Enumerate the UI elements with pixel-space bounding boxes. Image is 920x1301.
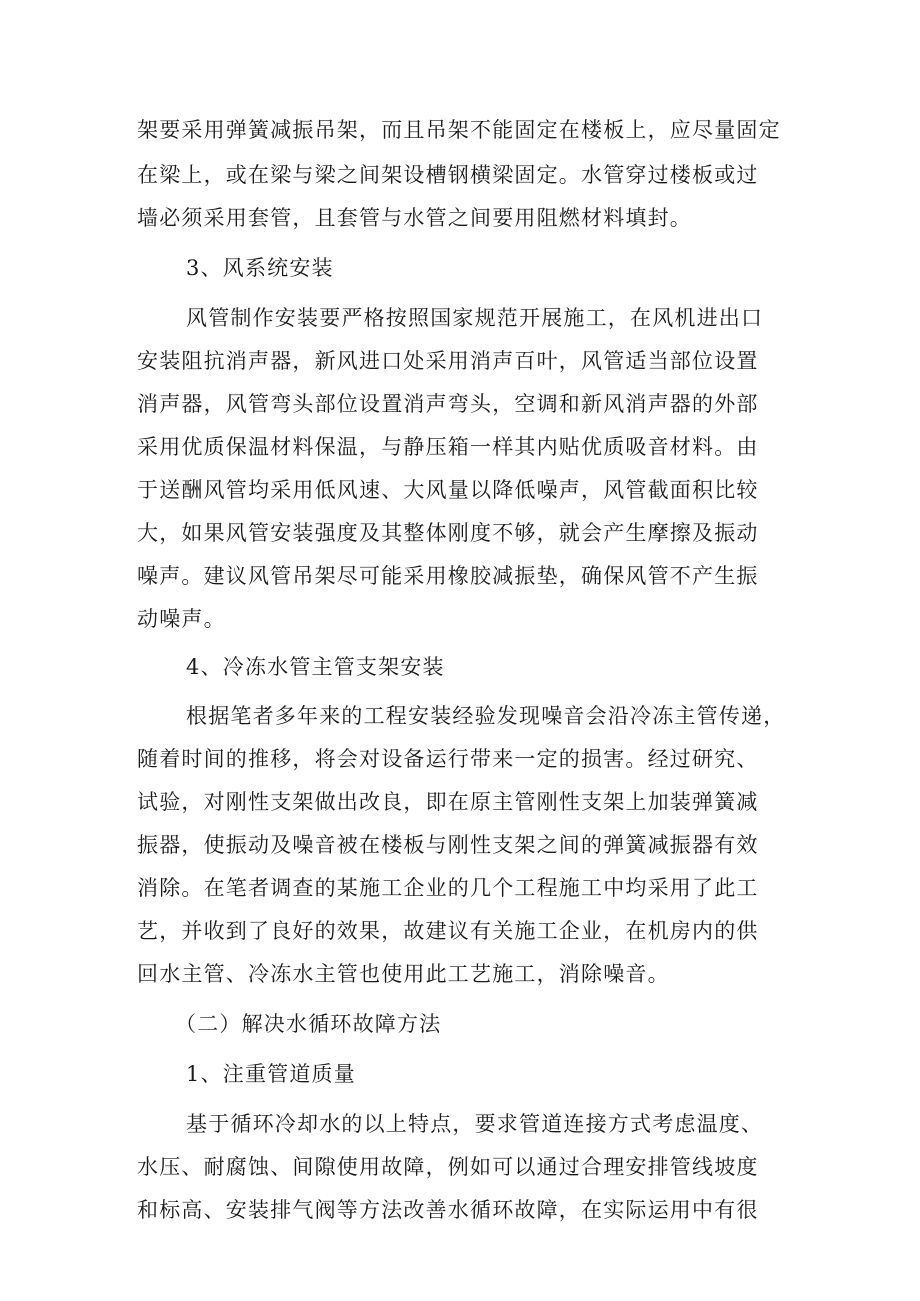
paragraph-line: 在梁上，或在梁与梁之间架设槽钢横梁固定。水管穿过楼板或过 (137, 163, 759, 187)
paragraph-line: 振器，使振动及噪音被在楼板与刚性支架之间的弹簧减振器有效 (137, 833, 759, 857)
paragraph-line: 架要采用弹簧减振吊架，而且吊架不能固定在楼板上，应尽量固定 (137, 118, 781, 142)
section-heading: 4、冷冻水管主管支架安装 (186, 655, 445, 679)
paragraph-line: 试验，对刚性支架做出改良，即在原主管刚性支架上加装弹簧减 (137, 790, 759, 814)
paragraph-line: 水压、耐腐蚀、间隙使用故障，例如可以通过合理安排管线坡度 (137, 1155, 759, 1179)
paragraph-line: 基于循环冷却水的以上特点，要求管道连接方式考虑温度、 (186, 1112, 764, 1136)
paragraph-line: 采用优质保温材料保温，与静压箱一样其内贴优质吸音材料。由 (137, 435, 759, 459)
paragraph-line: 安装阻抗消声器，新风进口处采用消声百叶，风管适当部位设置 (137, 349, 759, 373)
paragraph-line: 噪声。建议风管吊架尽可能采用橡胶减振垫，确保风管不产生振 (137, 564, 759, 588)
paragraph-line: 风管制作安装要严格按照国家规范开展施工，在风机进出口 (186, 306, 764, 330)
paragraph-line: 和标高、安装排气阀等方法改善水循环故障，在实际运用中有很 (137, 1198, 759, 1222)
paragraph-line: 大，如果风管安装强度及其整体刚度不够，就会产生摩擦及振动 (137, 521, 759, 545)
paragraph-line: 艺，并收到了良好的效果，故建议有关施工企业，在机房内的供 (137, 919, 759, 943)
section-heading: 1、注重管道质量 (186, 1062, 356, 1086)
paragraph-line: 墙必须采用套管，且套管与水管之间要用阻燃材料填封。 (137, 206, 692, 230)
paragraph-line: 根据笔者多年来的工程安装经验发现噪音会沿冷冻主管传递， (186, 704, 786, 728)
subsection-heading: （二）解决水循环故障方法 (175, 1012, 442, 1036)
paragraph-line: 消声器，风管弯头部位设置消声弯头，空调和新风消声器的外部 (137, 392, 759, 416)
paragraph-line: 于送酬风管均采用低风速、大风量以降低噪声，风管截面积比较 (137, 478, 759, 502)
paragraph-line: 消除。在笔者调查的某施工企业的几个工程施工中均采用了此工 (137, 876, 759, 900)
paragraph-line: 动噪声。 (137, 607, 226, 631)
paragraph-line: 回水主管、冷冻水主管也使用此工艺施工，消除噪音。 (137, 962, 670, 986)
paragraph-line: 随着时间的推移，将会对设备运行带来一定的损害。经过研究、 (137, 747, 759, 771)
section-heading: 3、风系统安装 (186, 256, 334, 280)
